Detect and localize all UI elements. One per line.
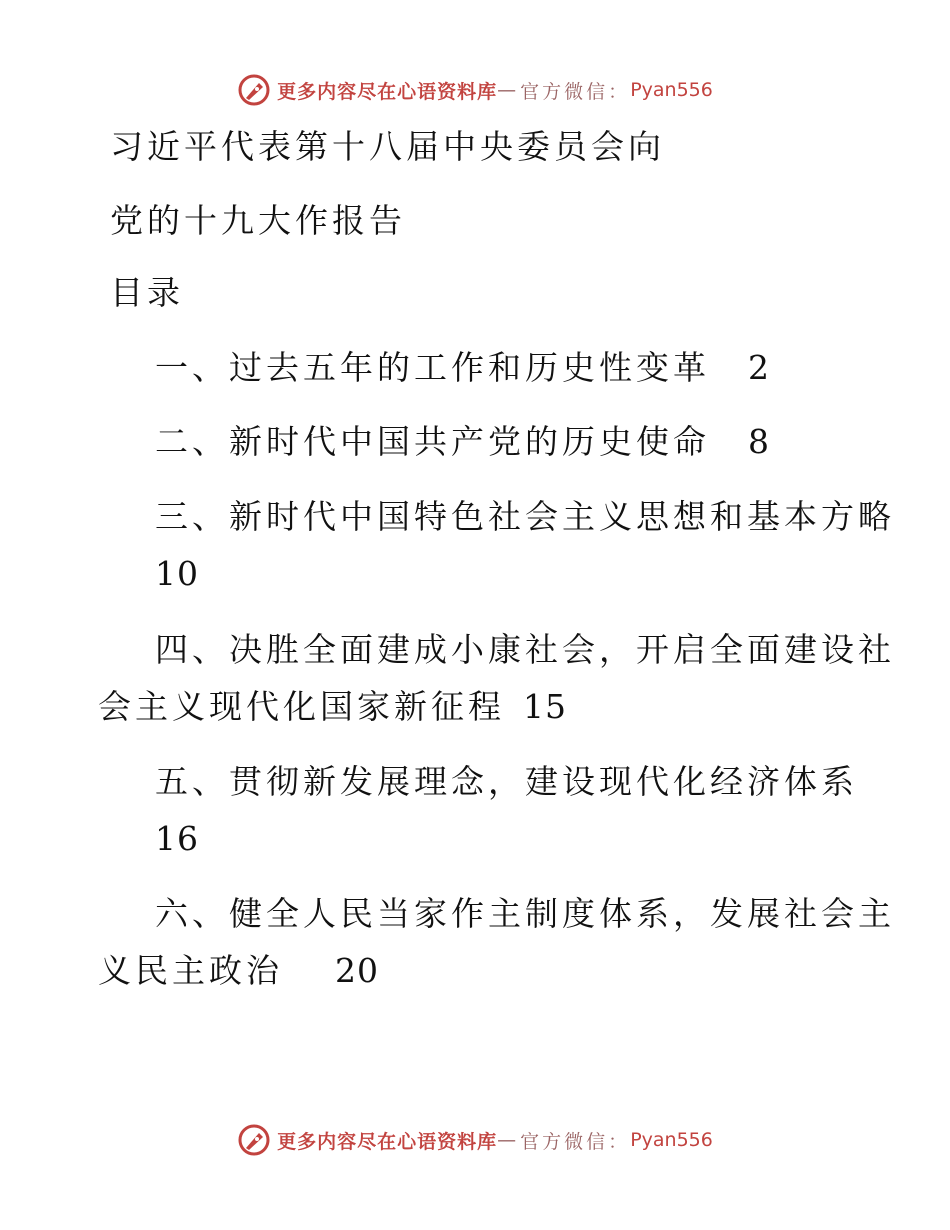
watermark-banner-top xyxy=(0,70,950,110)
banner-text: 更多内容尽在心语资料库 xyxy=(277,80,498,103)
banner-official-label: 官方微信： xyxy=(520,80,631,103)
banner-separator: — xyxy=(497,1129,517,1151)
watermark-banner-bottom xyxy=(0,1120,950,1160)
toc-entry-page: 15 xyxy=(523,687,567,726)
toc-entry-5-page[interactable]: 16 xyxy=(155,819,199,858)
toc-entry-title: 六、健全人民当家作主制度体系，发展社会主 xyxy=(155,894,895,933)
toc-entry-5[interactable] xyxy=(155,762,858,802)
pen-nib-logo-icon xyxy=(237,1123,271,1157)
toc-entry-2[interactable] xyxy=(155,422,770,462)
banner-wechat-id: Pyan556 xyxy=(630,1129,713,1151)
toc-entry-title: 三、新时代中国特色社会主义思想和基本方略 xyxy=(155,497,895,536)
toc-entry-1[interactable] xyxy=(155,348,770,388)
toc-entry-4[interactable] xyxy=(155,630,895,670)
toc-entry-page: 2 xyxy=(748,348,770,387)
toc-entry-title: 五、贯彻新发展理念，建设现代化经济体系 xyxy=(155,762,858,801)
toc-entry-title: 四、决胜全面建成小康社会，开启全面建设社 xyxy=(155,630,895,669)
banner-separator: — xyxy=(497,79,517,101)
toc-entry-4-continuation[interactable] xyxy=(98,687,567,727)
banner-official-label: 官方微信： xyxy=(520,1130,631,1153)
toc-entry-title-continued: 会主义现代化国家新征程 xyxy=(98,687,505,726)
toc-entry-page: 20 xyxy=(335,951,379,990)
banner-text: 更多内容尽在心语资料库 xyxy=(277,1130,498,1153)
toc-entry-title: 一、过去五年的工作和历史性变革 xyxy=(155,348,710,387)
document-title-line-1: 习近平代表第十八届中央委员会向 xyxy=(110,127,665,166)
document-title-line-2: 党的十九大作报告 xyxy=(110,201,406,240)
toc-entry-title: 二、新时代中国共产党的历史使命 xyxy=(155,422,710,461)
toc-entry-3-page[interactable]: 10 xyxy=(155,554,199,593)
banner-wechat-id: Pyan556 xyxy=(630,79,713,101)
toc-entry-6[interactable] xyxy=(155,894,895,934)
toc-entry-title-continued: 义民主政治 xyxy=(98,951,283,990)
pen-nib-logo-icon xyxy=(237,73,271,107)
toc-heading: 目录 xyxy=(110,273,184,312)
toc-entry-6-continuation[interactable] xyxy=(98,951,379,991)
toc-entry-page: 8 xyxy=(748,422,770,461)
toc-entry-3[interactable] xyxy=(155,497,895,537)
